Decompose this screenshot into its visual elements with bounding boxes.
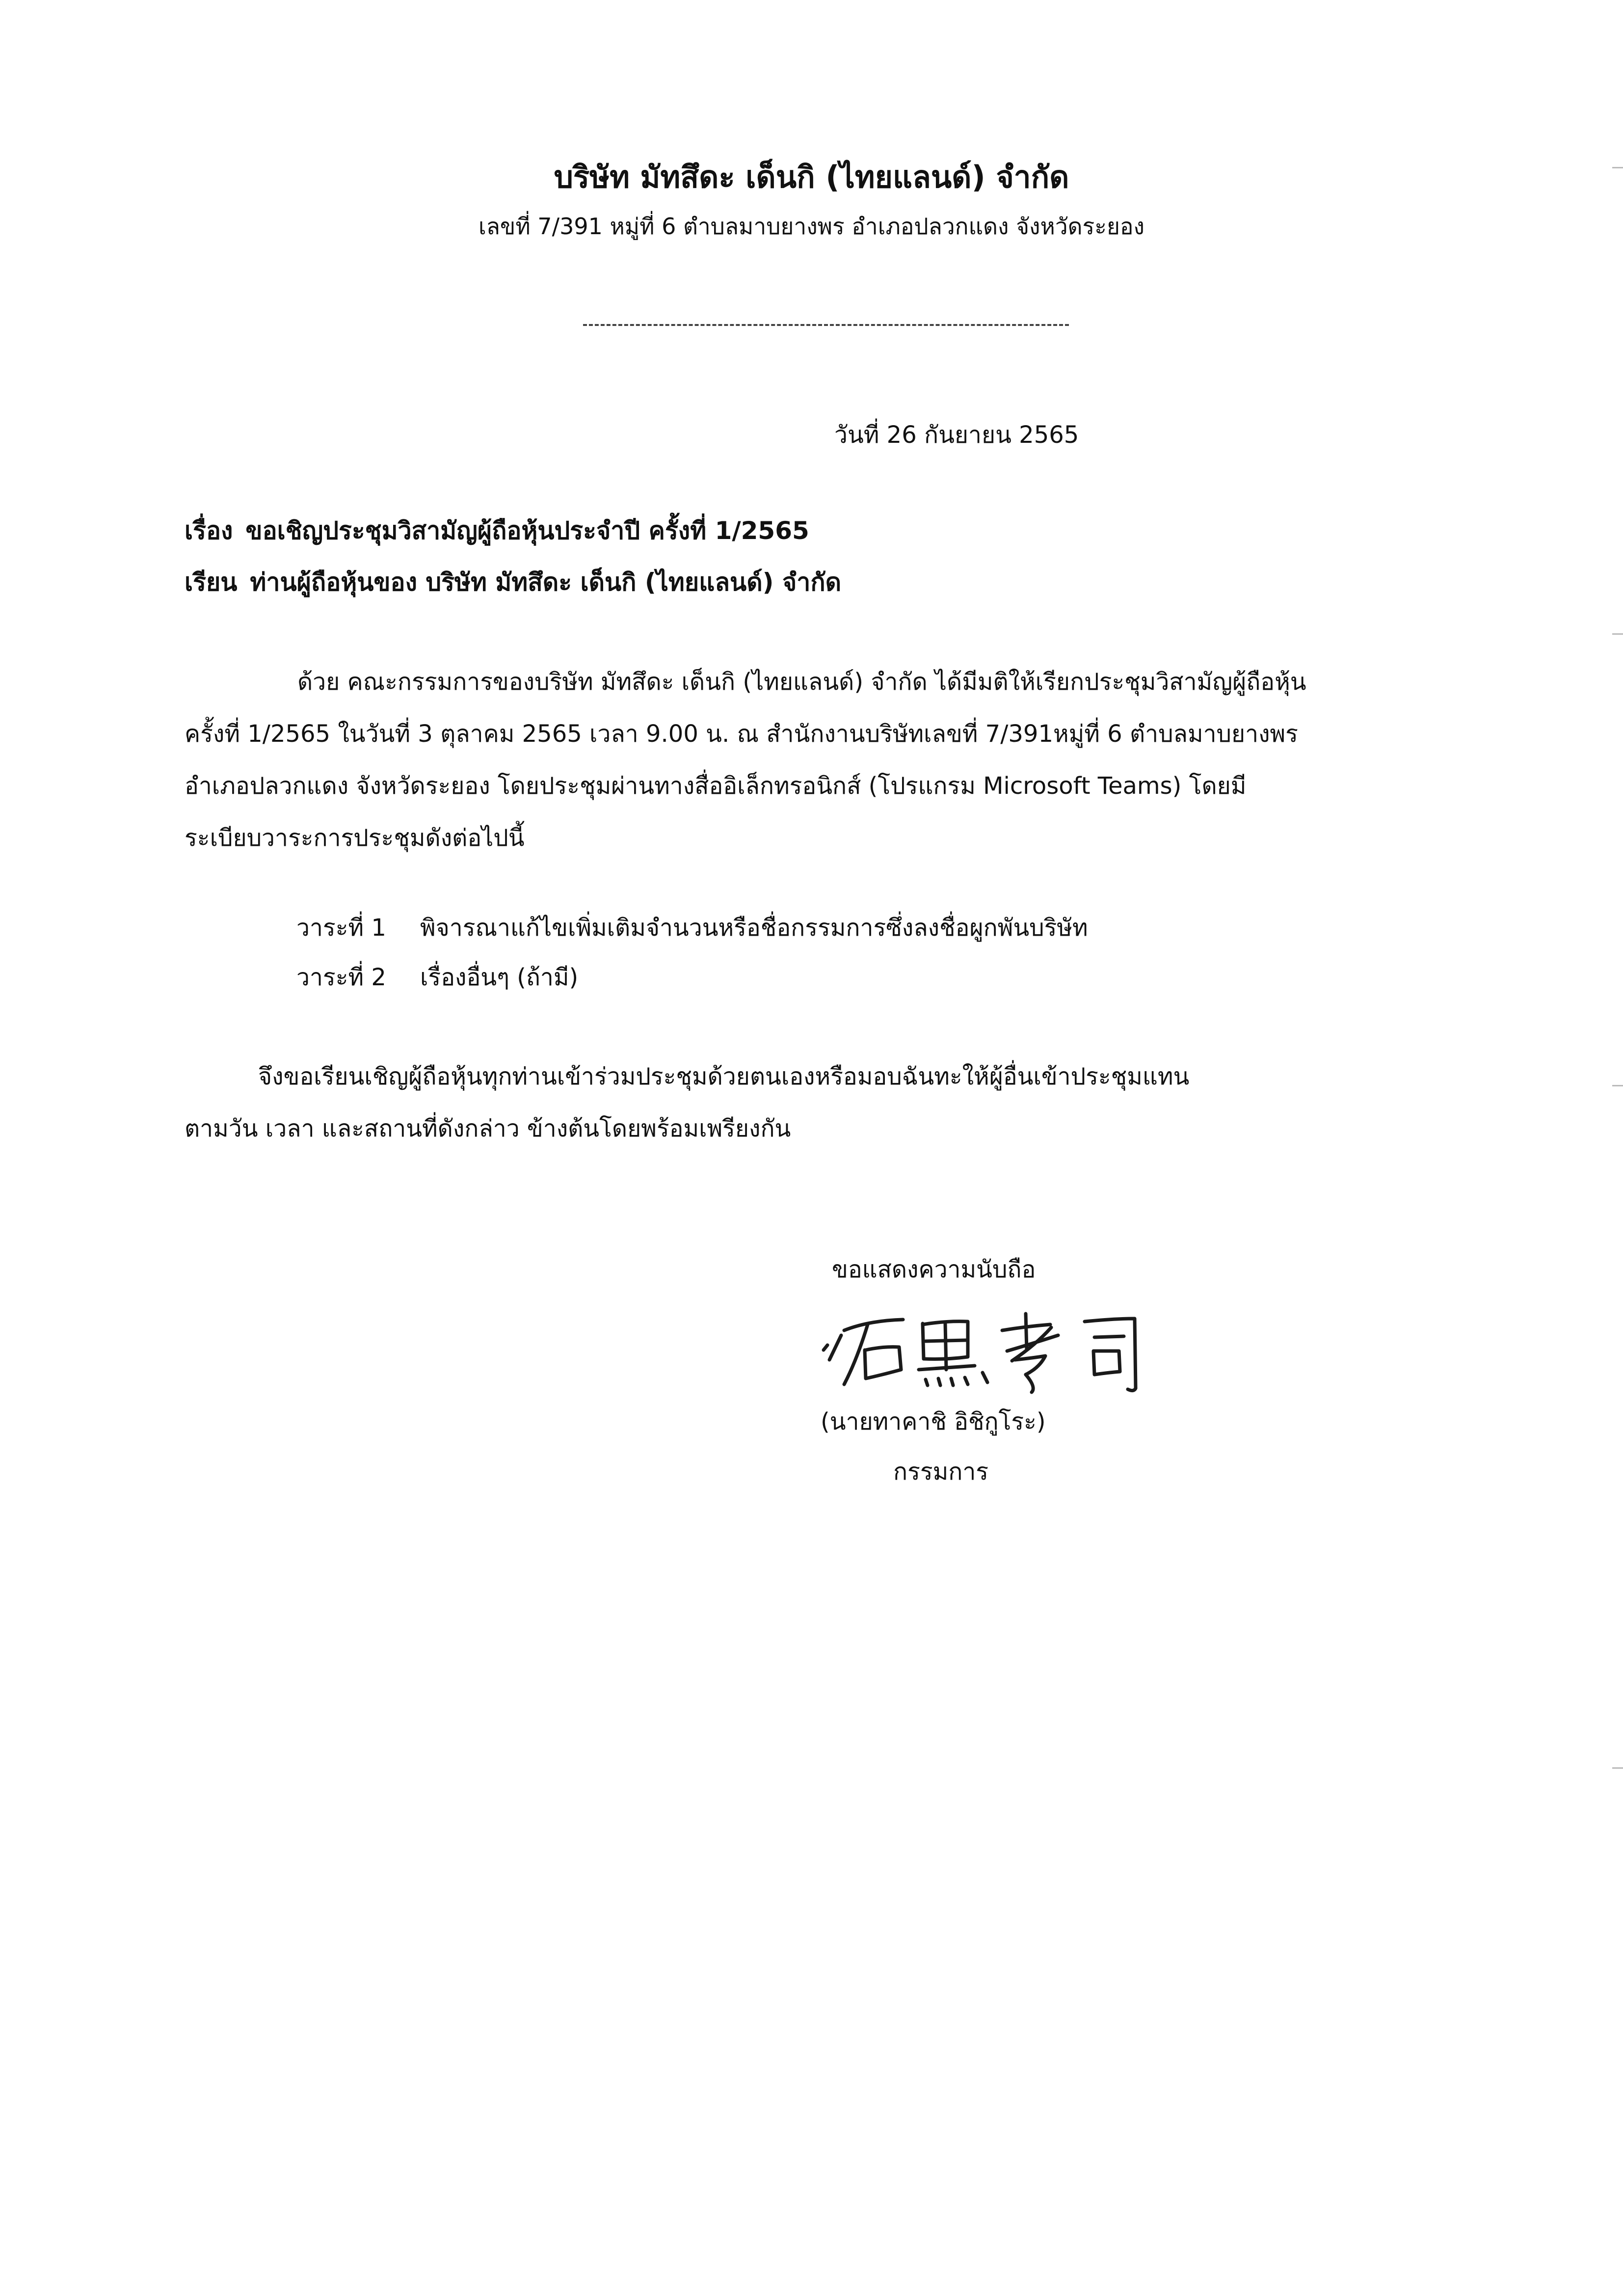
paragraph-line: จึงขอเรียนเชิญผู้ถือหุ้นทุกท่านเข้าร่วมประชุมด้วยตนเองหรือมอบฉันทะให้ผู้อื่นเข้าประชุมแทน — [258, 1063, 1190, 1090]
signer-title: กรรมการ — [893, 1458, 989, 1486]
paragraph-line: ตามวัน เวลา และสถานที่ดังกล่าว ข้างต้นโดยพร้อมเพรียงกัน — [185, 1115, 791, 1142]
header-divider — [583, 324, 1069, 326]
recipient-line — [185, 563, 841, 602]
signer-name: (นายทาคาชิ อิชิกูโระ) — [821, 1408, 1046, 1435]
recipient-label: เรียน — [185, 568, 238, 596]
scan-edge-mark — [1612, 1085, 1623, 1086]
closing-paragraph — [185, 1051, 1189, 1155]
invitation-paragraph — [185, 656, 1306, 864]
subject-label: เรื่อง — [185, 516, 233, 545]
paragraph-line: ด้วย คณะกรรมการของบริษัท มัทสึดะ เด็นกิ (ไทยแลนด์) จำกัด ได้มีมติให้เรียกประชุมวิสามัญผู้ถือหุ้น — [297, 668, 1306, 696]
scan-edge-mark — [1612, 167, 1623, 168]
company-name: บริษัท มัทสึดะ เด็นกิ (ไทยแลนด์) จำกัด — [554, 159, 1069, 195]
scan-edge-mark — [1612, 633, 1623, 635]
company-address: เลขที่ 7/391 หมู่ที่ 6 ตำบลมาบยางพร อำเภอปลวกแดง จังหวัดระยอง — [479, 213, 1144, 240]
scan-edge-mark — [1612, 1767, 1623, 1769]
subject-text: ขอเชิญประชุมวิสามัญผู้ถือหุ้นประจำปี ครั้งที่ 1/2565 — [245, 516, 809, 545]
agenda-text: เรื่องอื่นๆ (ถ้ามี) — [420, 964, 579, 991]
paragraph-line: อำเภอปลวกแดง จังหวัดระยอง โดยประชุมผ่านทางสื่ออิเล็กทรอนิกส์ (โปรแกรม Microsoft Teams) โดยมี — [185, 772, 1247, 800]
closing-salutation: ขอแสดงความนับถือ — [832, 1256, 1036, 1283]
subject-line — [185, 512, 809, 550]
letter-date: วันที่ 26 กันยายน 2565 — [834, 421, 1079, 449]
agenda-text: พิจารณาแก้ไขเพิ่มเติมจำนวนหรือชื่อกรรมการซึ่งลงชื่อผูกพันบริษัท — [420, 914, 1088, 942]
agenda-item — [296, 909, 1088, 946]
agenda-label: วาระที่ 2 — [296, 964, 386, 991]
paragraph-line: ครั้งที่ 1/2565 ในวันที่ 3 ตุลาคม 2565 เวลา 9.00 น. ณ สำนักงานบริษัทเลขที่ 7/391หมู่ที่ 6 ตำบลมาบยางพร — [185, 720, 1298, 748]
paragraph-line: ระเบียบวาระการประชุมดังต่อไปนี้ — [185, 824, 525, 852]
recipient-text: ท่านผู้ถือหุ้นของ บริษัท มัทสึดะ เด็นกิ (ไทยแลนด์) จำกัด — [250, 568, 842, 596]
agenda-label: วาระที่ 1 — [296, 914, 386, 942]
handwritten-signature — [810, 1296, 1193, 1394]
agenda-item — [296, 959, 578, 996]
